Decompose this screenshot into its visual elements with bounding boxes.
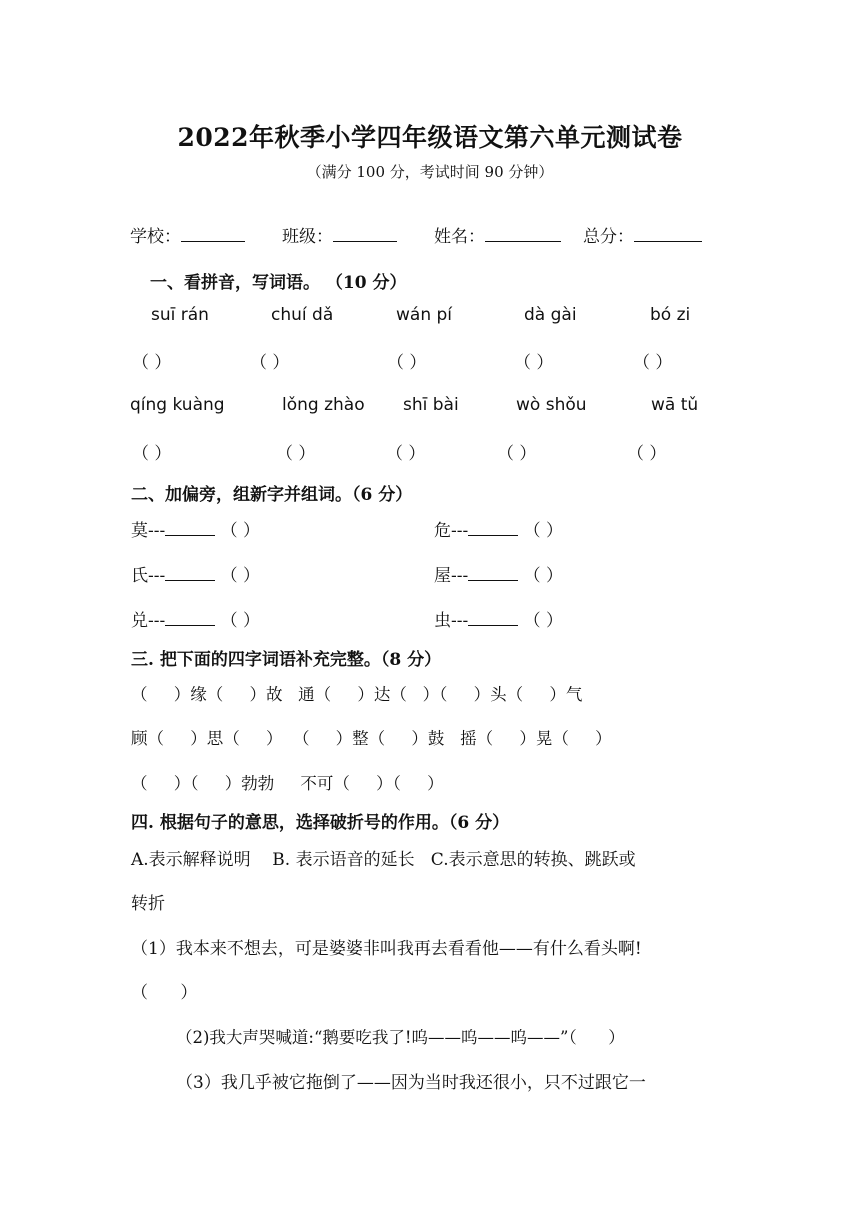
page-title: 2022年秋季小学四年级语文第六单元测试卷 — [177, 123, 683, 152]
class-label: 班级： — [282, 222, 397, 247]
class-blank[interactable] — [333, 225, 397, 242]
dash-options-cont: 转折 — [131, 894, 165, 914]
answer-blank[interactable]: （ ） — [132, 444, 172, 464]
pinyin: shī bài — [403, 395, 459, 415]
dash-options: A.表示解释说明 B. 表示语音的延长 C.表示意思的转换、跳跃或 — [131, 850, 636, 870]
question-1: （1）我本来不想去，可是婆婆非叫我再去看看他——有什么看头啊! — [131, 939, 642, 959]
question-3: （3）我几乎被它拖倒了——因为当时我还很小，只不过跟它一 — [176, 1073, 646, 1093]
total-label: 总分： — [583, 222, 702, 247]
school-label: 学校： — [130, 222, 245, 247]
pinyin: qíng kuàng — [130, 395, 225, 415]
radical-item: 危--- （ ） — [434, 521, 564, 541]
radical-item: 屋--- （ ） — [434, 566, 564, 586]
school-blank[interactable] — [181, 225, 245, 242]
pinyin: suī rán — [151, 305, 209, 325]
pinyin: wā tǔ — [651, 395, 699, 415]
pinyin: lǒng zhào — [282, 395, 365, 415]
answer-blank[interactable]: （ ） — [387, 353, 427, 373]
answer-blank[interactable]: （ ） — [250, 353, 290, 373]
section-4-heading: 四. 根据句子的意思，选择破折号的作用。（6 分） — [131, 813, 510, 833]
answer-blank[interactable]: （ ） — [386, 444, 426, 464]
answer-blank[interactable]: （ ） — [132, 353, 172, 373]
pinyin: bó zi — [650, 305, 691, 325]
idiom-line[interactable]: （ ）缘（ ）故 通（ ）达（ ）（ ）头（ ）气 — [131, 685, 583, 704]
pinyin: dà gài — [524, 305, 577, 325]
section-2-heading: 二、加偏旁，组新字并组词。（6 分） — [131, 485, 413, 505]
pinyin: chuí dǎ — [271, 305, 334, 325]
question-2: （2)我大声哭喊道:“鹅要吃我了!呜——呜——呜——”（ ） — [176, 1028, 625, 1047]
idiom-line[interactable]: （ ）（ ）勃勃 不可（ ）（ ） — [131, 774, 444, 793]
page-subtitle: （满分 100 分，考试时间 90 分钟） — [306, 163, 554, 181]
section-1-heading: 一、看拼音，写词语。 （10 分） — [150, 273, 407, 293]
name-blank[interactable] — [485, 225, 561, 242]
answer-blank[interactable]: （ ） — [514, 353, 554, 373]
pinyin: wò shǒu — [516, 395, 587, 415]
answer-blank[interactable]: （ ） — [497, 444, 537, 464]
answer-blank[interactable]: （ ） — [633, 353, 673, 373]
total-blank[interactable] — [634, 225, 702, 242]
answer-blank[interactable]: （ ） — [131, 983, 198, 1003]
pinyin: wán pí — [396, 305, 453, 325]
name-label: 姓名： — [434, 222, 561, 247]
answer-blank[interactable]: （ ） — [627, 444, 667, 464]
section-3-heading: 三. 把下面的四字词语补充完整。（8 分） — [131, 650, 442, 670]
radical-item: 氏--- （ ） — [131, 566, 261, 586]
radical-item: 兑--- （ ） — [131, 611, 261, 631]
radical-item: 虫--- （ ） — [434, 611, 564, 631]
idiom-line[interactable]: 顾（ ）思（ ） （ ）整（ ）鼓 摇（ ）晃（ ） — [131, 729, 612, 748]
radical-item: 莫--- （ ） — [131, 521, 261, 541]
answer-blank[interactable]: （ ） — [276, 444, 316, 464]
